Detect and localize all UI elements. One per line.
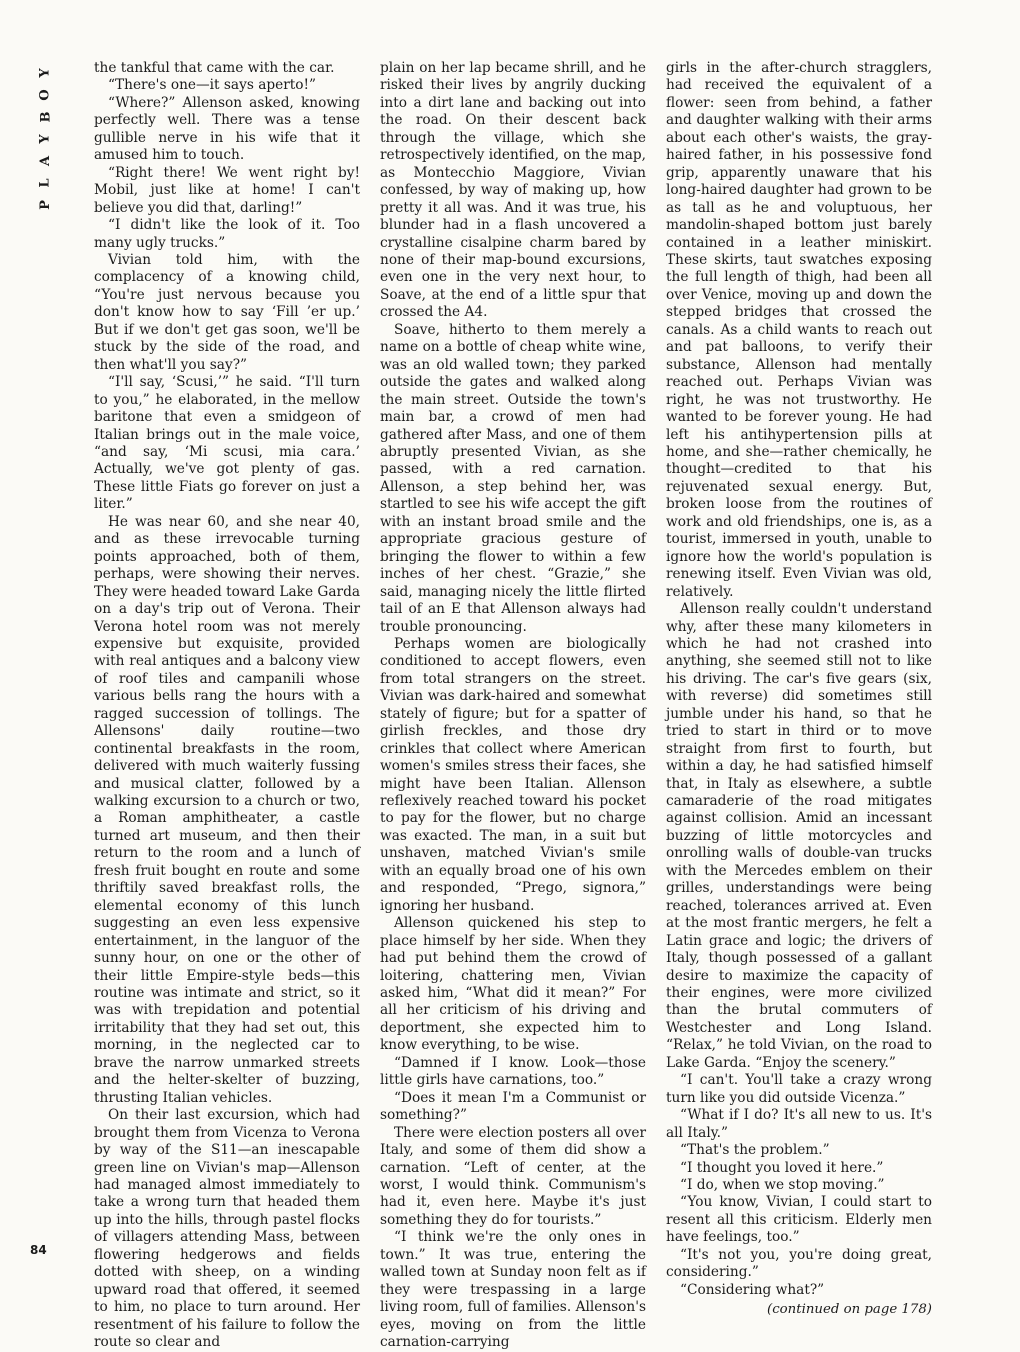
paragraph: “What if I do? It's all new to us. It's all Italy.” [666, 1107, 932, 1141]
paragraph: On their last excursion, which had brought them from Vicenza to Verona by way of the S11—an inescapable green line on Vivian's map—Allenson had managed almost immediately to take a wrong turn that headed them up into the hills, through pastel flocks of villagers attending Mass, between flowering hedgerows and fields dotted with sheep, on a winding upward road that offered, it seemed to him, no place to turn around. Her resentment of his failure to follow the route so clear and [94, 1107, 360, 1351]
paragraph: There were election posters all over Italy, and some of them did show a carnation. “Left of center, at the worst, I would think. Communism's had it, even here. Maybe it's just something they do for tourists.” [380, 1124, 646, 1228]
paragraph: “I'll say, ‘Scusi,’” he said. “I'll turn to you,” he elaborated, in the mellow baritone that even a smidgeon of Italian brings out in the male voice, “and say, ‘Mi scusi, mia cara.’ Actually, we've got plenty of gas. These little Fiats go forever on just a liter.” [94, 374, 360, 513]
paragraph: Perhaps women are biologically conditioned to accept flowers, even from total strangers on the street. Vivian was dark-haired and somewhat stately of figure; but for a spatter of girlish freckles, and those dry crinkles that collect where American women's smiles stress their faces, she might have been Italian. Allenson reflexively reached toward his pocket to pay for the flower, but no charge was exacted. The man, in a suit but unshaven, matched Vivian's smile with an equally broad one of his own and responded, “Prego, signora,” ignoring her husband. [380, 635, 646, 914]
masthead-letter: P [38, 200, 53, 210]
masthead-letter: L [37, 178, 53, 188]
paragraph: “I didn't like the look of it. Too many ugly trucks.” [94, 217, 360, 251]
masthead-letter: Y [38, 134, 53, 144]
paragraph: Allenson really couldn't understand why, after these many kilometers in which he had not crashed into anything, she seemed still not to like his driving. The car's five gears (six, with reverse) did sometimes still jumble under his hand, so that he tried to start in third or to move straight from first to fourth, but within a day, he had satisfied himself that, in Italy as elsewhere, a subtle camaraderie of the road mitigates against collision. Amid an incessant buzzing of little motorcycles and onrolling walls of double-van trucks with the Mercedes emblem on their grilles, understandings were being reached, tolerances arrived at. Even at the most frantic mergers, he felt a Latin grace and logic; the drivers of Italy, though possessed of a gallant desire to maximize the capacity of their engines, were more civilized than the brutal commuters of Westchester and Long Island. “Relax,” he told Vivian, on the road to Lake Garda. “Enjoy the scenery.” [666, 601, 932, 1071]
paragraph: Soave, hitherto to them merely a name on a bottle of cheap white wine, was an old walled town; they parked outside the gates and walked along the main street. Outside the town's main bar, a crowd of men had gathered after Mass, and one of them abruptly presented Vivian, as she passed, with a red carnation. Allenson, a step behind her, was startled to see his wife accept the gift with an instant broad smile and the appropriate gracious gesture of bringing the flower to within a few inches of her chest. “Grazie,” she said, managing nicely the little flirted tail of an E that Allenson always had trouble pronouncing. [380, 321, 646, 635]
paragraph: He was near 60, and she near 40, and as these irrevocable turning points approached, both of them, perhaps, were showing their nerves. They were headed toward Lake Garda on a day's trip out of Verona. Their Verona hotel room was not merely expensive but exquisite, provided with real antiques and a balcony view of roof tiles and campanili whose various bells rang the hours with a ragged succession of tollings. The Allensons' daily routine—two continental breakfasts in the room, delivered with much waiterly fussing and musical clatter, followed by a walking excursion to a church or two, a Roman amphitheater, a castle turned art museum, and then their return to the room and a lunch of fresh fruit bought en route and some thriftily saved breakfast rolls, the elemental economy of this lunch suggesting an even less expensive entertainment, in the languor of the sunny hour, on one or the other of their little Empire-style beds—this routine was intimate and strict, so it was with trepidation and potential irritability that they had set out, this morning, in the neglected car to brave the narrow unmarked streets and the helter-skelter of buzzing, thrusting Italian vehicles. [94, 513, 360, 1106]
paragraph: “I think we're the only ones in town.” It was true, entering the walled town at Sunday noon felt as if they were trespassing in a large living room, full of families. Allenson's eyes, moving on from the little carnation-carrying [380, 1229, 646, 1351]
paragraph: “I can't. You'll take a crazy wrong turn like you did outside Vicenza.” [666, 1072, 932, 1106]
paragraph: “I thought you loved it here.” [680, 1159, 884, 1176]
paragraph: “That's the problem.” [680, 1142, 830, 1159]
magazine-masthead [32, 62, 60, 216]
masthead-letter: Y [38, 68, 53, 78]
page-number: 84 [30, 1243, 47, 1257]
masthead-letter: B [38, 111, 53, 123]
masthead-letter: A [38, 155, 53, 167]
paragraph: Allenson quickened his step to place himself by her side. When they had put behind them the crowd of loitering, chattering men, Vivian asked him, “What did it mean?” For all her criticism of his driving and deportment, she expected him to know everything, to be wise. [380, 915, 646, 1054]
masthead-letter: O [37, 89, 53, 101]
paragraph: “Does it mean I'm a Communist or something?” [380, 1089, 646, 1124]
paragraph: the tankful that came with the car. [94, 60, 335, 76]
continued-notice: (continued on page 178) [767, 1302, 932, 1318]
paragraph: “There's one—it says aperto!” [108, 77, 316, 94]
text-column-2 [380, 60, 646, 1352]
text-column-3 [666, 60, 932, 1319]
paragraph: Vivian told him, with the complacency of a knowing child, “You're just nervous because you don't know how to say ‘Fill ’er up.’ But if we don't get gas soon, we'll be stuck by the side of the road, and then what'll you say?” [94, 251, 360, 373]
paragraph: “Damned if I know. Look—those little girls have carnations, too.” [380, 1054, 646, 1089]
paragraph: “I do, when we stop moving.” [680, 1177, 885, 1193]
paragraph: “Where?” Allenson asked, knowing perfectly well. There was a tense gullible nerve in his wife that it amused him to touch. [94, 94, 360, 164]
paragraph: girls in the after-church stragglers, had received the equivalent of a flower: seen from behind, a father and daughter walking with their arms about each other's waists, the gray-haired father, in his possessive fond grip, apparently unaware that his long-haired daughter had grown to be as tall as he and voluptuous, her mandolin-shaped bottom just barely contained in a leather miniskirt. These skirts, taut swatches exposing the full length of thigh, had been all over Venice, moving up and down the stepped bridges that crossed the canals. As a child wants to reach out and pat balloons, to verify their substance, Allenson had mentally reached out. Perhaps Vivian was right, he was not trustworthy. He wanted to be forever young. He had left his antihypertension pills at home, and she—rather chemically, he thought—credited to that his rejuvenated sexual energy. But, broken loose from the routines of work and old friendships, one is, as a tourist, immersed in youth, unable to ignore how the world's population is renewing itself. Even Vivian was old, relatively. [666, 60, 932, 600]
text-column-1 [94, 60, 360, 1352]
paragraph: “You know, Vivian, I could start to resent all this criticism. Elderly men have feelings, too.” [666, 1194, 932, 1246]
paragraph: “Right there! We went right by! Mobil, just like at home! I can't believe you did that, darling!” [94, 164, 360, 216]
paragraph: “Considering what?” [680, 1281, 825, 1298]
paragraph: “It's not you, you're doing great, considering.” [666, 1246, 932, 1281]
paragraph: plain on her lap became shrill, and he risked their lives by angrily ducking into a dirt lane and backing out into the road. On their descent back through the village, which she retrospectively identified, on the map, as Montecchio Maggiore, Vivian confessed, by way of making up, how pretty it all was. And it was true, his blunder had in a flash uncovered a crystalline cisalpine charm bared by none of their map-bound excursions, even one in the very next hour, to Soave, at the end of a little spur that crossed the A4. [380, 60, 646, 321]
